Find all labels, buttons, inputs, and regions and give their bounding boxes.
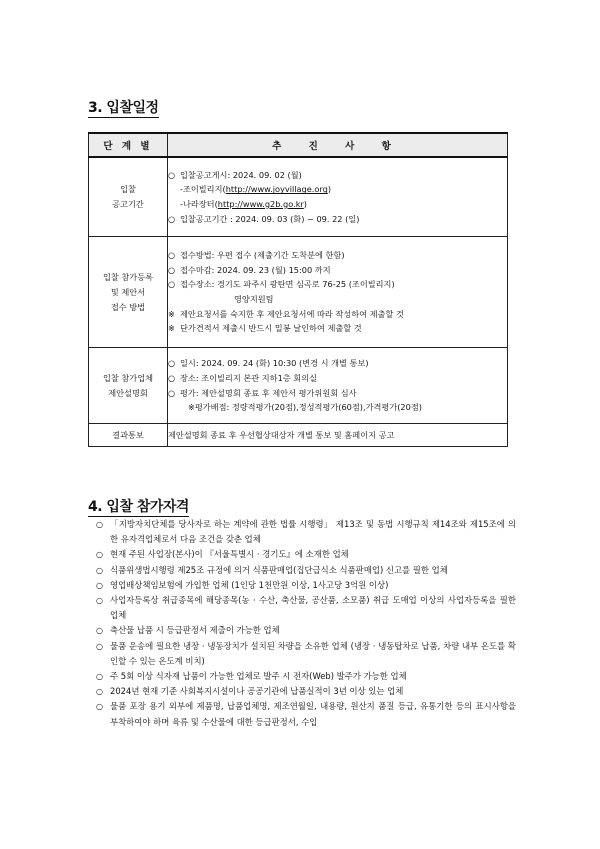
note-mark-icon: ※ — [168, 308, 175, 319]
circle-bullet-icon: ○ — [96, 702, 103, 712]
list-item: ○ 물품 포장 용기 외부에 제품명, 납품업체명, 제조연월일, 내용량, 원산지 품질 등급, 유통기한 등의 표시사항을 부착하여야 하며 육류 및 수산물에 대한 등급판정서, 수입 — [96, 699, 516, 729]
circle-bullet-icon: ○ — [96, 672, 103, 682]
schedule-line: ○ 평가: 제안설명회 종료 후 제안서 평가위원회 심사 — [168, 386, 507, 401]
circle-bullet-icon: ○ — [168, 250, 176, 261]
circle-bullet-icon: ○ — [96, 550, 103, 560]
list-item: ○ 2024년 현재 기준 사회복지시설이나 공공기관에 납품실적이 3년 이상 있는 업체 — [96, 684, 516, 699]
circle-bullet-icon: ○ — [96, 520, 103, 529]
list-item: ○ 사업자등록상 취급종목에 해당종목(농 · 수산, 축산물, 공산품, 소모품) 취급 도매업 이상의 사업자등록을 필한 업체 — [96, 593, 516, 623]
row-body — [168, 157, 508, 237]
schedule-line: ○ 입찰공고게시: 2024. 09. 02 (월) — [168, 168, 507, 183]
schedule-line: -나라장터(http://www.g2b.go.kr) — [180, 199, 307, 209]
row-body — [168, 424, 508, 447]
circle-bullet-icon: ○ — [96, 626, 103, 636]
schedule-header-row — [89, 133, 508, 157]
list-item: ○ 현재 주된 사업장(본사)이 『서울특별시 · 경기도』에 소재한 업체 — [96, 547, 516, 562]
schedule-row-briefing — [89, 348, 508, 424]
schedule-line: 영양지원팀 — [234, 294, 274, 304]
circle-bullet-icon: ○ — [168, 169, 176, 180]
list-item: ○ 물품 운송에 필요한 냉장 · 냉동장치가 설치된 차량을 소유한 업체 (냉장 · 냉동탑차로 납품, 차량 내부 온도를 확인할 수 있는 온도계 비치) — [96, 639, 516, 669]
schedule-line: ※ 제안요청서를 숙지한 후 제안요청서에 따라 작성하여 제출할 것 — [168, 307, 507, 322]
circle-bullet-icon: ○ — [96, 641, 103, 651]
schedule-line: ○ 접수장소: 경기도 파주시 광탄면 심곡로 76-25 (조이빌리지) — [168, 277, 507, 292]
joyvillage-link[interactable]: http://www.joyvillage.org — [225, 184, 328, 195]
circle-bullet-icon: ○ — [96, 687, 103, 697]
list-item: ○ 「지방자치단체를 당사자로 하는 계약에 관한 법률 시행령」 제13조 및 동법 시행규칙 제14조와 제15조에 의한 유자격업체로서 다음 조건을 갖춘 업체 — [96, 517, 516, 547]
schedule-line: ※ 단가견적서 제출시 반드시 밀봉 날인하여 제출할 것 — [168, 321, 507, 336]
header-stage: 단 계 별 — [89, 133, 168, 157]
schedule-line: ○ 장소: 조이빌리지 본관 지하1층 회의실 — [168, 371, 507, 386]
row-body — [168, 237, 508, 348]
list-item: ○ 주 5회 이상 식자재 납품이 가능한 업체로 발주 시 전자(Web) 발주가 가능한 업체 — [96, 669, 516, 684]
schedule-row-registration — [89, 237, 508, 348]
circle-bullet-icon: ○ — [168, 213, 176, 224]
note-mark-icon: ※ — [168, 323, 175, 334]
row-label: 입찰 참가등록 및 제안서 접수 방법 — [89, 237, 168, 348]
schedule-row-announcement — [89, 157, 508, 237]
list-item: ○ 식품위생법시행령 제25조 규정에 의거 식품판매업(집단급식소 식품판매업) 신고를 필한 업체 — [96, 563, 516, 578]
qualification-list — [96, 517, 516, 730]
schedule-table — [88, 132, 508, 447]
schedule-row-result — [89, 424, 508, 447]
circle-bullet-icon: ○ — [96, 596, 103, 606]
row-label: 입찰 참가업체 제안설명회 — [89, 348, 168, 424]
circle-bullet-icon: ○ — [96, 565, 103, 575]
circle-bullet-icon: ○ — [168, 372, 176, 383]
schedule-line: ○ 접수마감: 2024. 09. 23 (월) 15:00 까지 — [168, 263, 507, 278]
list-item: ○ 영업배상책임보험에 가입한 업체 (1인당 1천만원 이상, 1사고당 3억원 이상) — [96, 578, 516, 593]
schedule-line: ○ 일시: 2024. 09. 24 (화) 10:30 (변경 시 개별 통보) — [168, 356, 507, 371]
circle-bullet-icon: ○ — [168, 358, 176, 369]
section-3-heading — [88, 97, 159, 117]
schedule-line: -조이빌리지(http://www.joyvillage.org) — [180, 184, 332, 195]
row-label: 입찰 공고기간 — [89, 157, 168, 237]
list-item: ○ 축산물 납품 시 등급판정서 제출이 가능한 업체 — [96, 623, 516, 638]
circle-bullet-icon: ○ — [168, 264, 176, 275]
row-body — [168, 348, 508, 424]
schedule-line: 제안설명회 종료 후 우선협상대상자 개별 통보 및 홈페이지 공고 — [168, 429, 395, 440]
schedule-line: ○ 입찰공고기간 : 2024. 09. 03 (화) ~ 09. 22 (일) — [168, 212, 507, 227]
header-details: 추 진 사 항 — [168, 133, 508, 157]
circle-bullet-icon: ○ — [168, 279, 176, 290]
circle-bullet-icon: ○ — [168, 387, 176, 398]
section-4-heading — [88, 496, 189, 516]
circle-bullet-icon: ○ — [96, 580, 103, 590]
section-4-title: 4. 입찰 참가자격 — [88, 499, 189, 515]
g2b-link[interactable]: http://www.g2b.go.kr — [217, 199, 304, 209]
schedule-line: ※평가배점: 정량적평가(20점),정성적평가(60점),가격평가(20점) — [188, 402, 422, 413]
schedule-line: ○ 접수방법: 우편 접수 (제출기간 도착분에 한함) — [168, 248, 507, 263]
row-label: 결과통보 — [89, 424, 168, 447]
section-3-title: 3. 입찰일정 — [88, 100, 159, 116]
